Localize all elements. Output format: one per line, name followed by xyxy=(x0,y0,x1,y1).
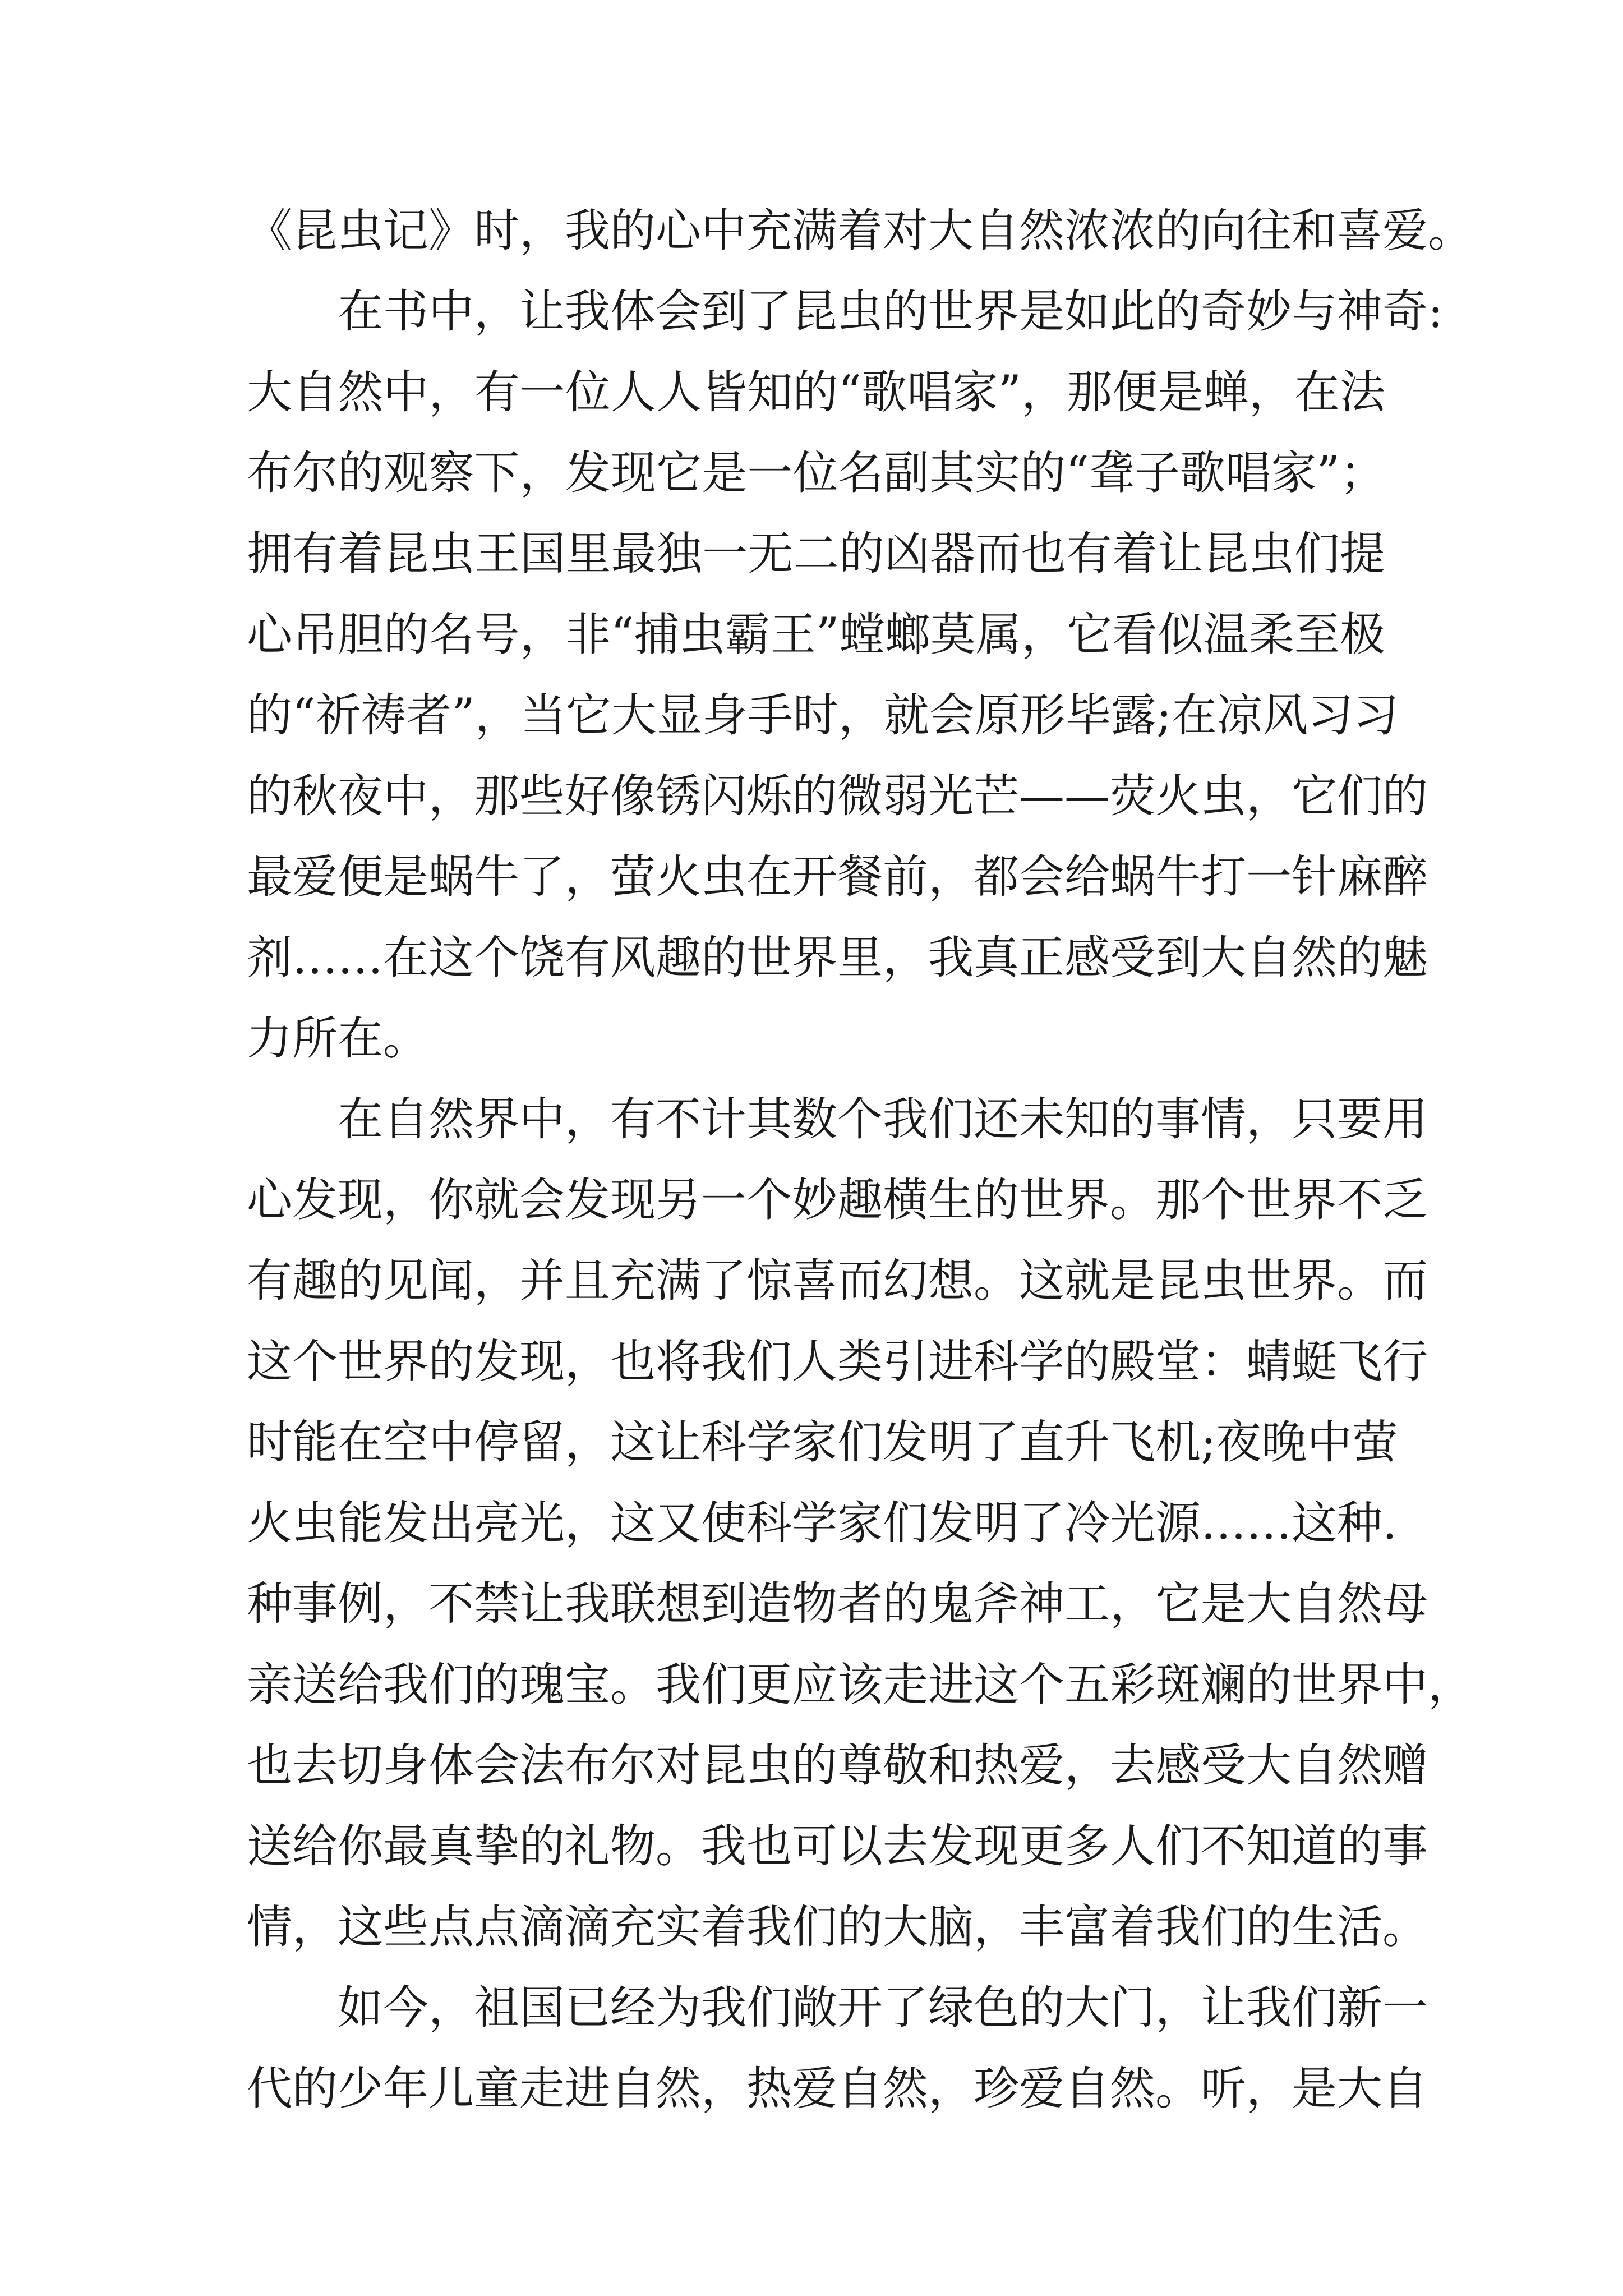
text-line: 力所在。 xyxy=(247,1013,429,1065)
text-line: 亲送给我们的瑰宝。我们更应该走进这个五彩斑斓的世界中， xyxy=(247,1659,1474,1711)
text-line: 送给你最真挚的礼物。我也可以去发现更多人们不知道的事 xyxy=(247,1820,1428,1873)
text-line: 火虫能发出亮光，这又使科学家们发明了冷光源……这种. xyxy=(247,1497,1397,1550)
text-line: 最爱便是蜗牛了，萤火虫在开餐前，都会给蜗牛打一针麻醉 xyxy=(247,851,1428,904)
text-line: 心吊胆的名号，非“捕虫霸王”螳螂莫属，它看似温柔至极 xyxy=(247,609,1385,661)
text-line: 剂……在这个饶有风趣的世界里，我真正感受到大自然的魅 xyxy=(247,932,1428,984)
text-line: 代的少年儿童走进自然，热爱自然，珍爱自然。听，是大自 xyxy=(247,2063,1428,2115)
text-line: 时能在空中停留，这让科学家们发明了直升飞机;夜晚中萤 xyxy=(247,1416,1398,1469)
paragraph xyxy=(247,1079,1474,1968)
text-line: 在书中，让我体会到了昆虫的世界是如此的奇妙与神奇: xyxy=(338,286,1444,338)
paragraph xyxy=(247,191,1474,272)
text-line: 《昆虫记》时，我的心中充满着对大自然浓浓的向往和喜爱。 xyxy=(247,205,1474,257)
paragraph xyxy=(247,272,1444,1079)
text-line: 布尔的观察下，发现它是一位名副其实的“聋子歌唱家”； xyxy=(247,447,1385,500)
text-line: 的秋夜中，那些好像锈闪烁的微弱光芒——荧火虫，它们的 xyxy=(247,770,1428,823)
text-line: 有趣的见闻，并且充满了惊喜而幻想。这就是昆虫世界。而 xyxy=(247,1255,1428,1308)
text-line: 种事例，不禁让我联想到造物者的鬼斧神工，它是大自然母 xyxy=(247,1578,1428,1631)
text-line: 拥有着昆虫王国里最独一无二的凶器而也有着让昆虫们提 xyxy=(247,528,1385,581)
text-line: 心发现，你就会发现另一个妙趣横生的世界。那个世界不乏 xyxy=(247,1174,1428,1227)
text-line: 这个世界的发现，也将我们人类引进科学的殿堂：蜻蜓飞行 xyxy=(247,1336,1428,1388)
text-line: 情，这些点点滴滴充实着我们的大脑，丰富着我们的生活。 xyxy=(247,1901,1428,1954)
paragraph xyxy=(247,1968,1428,2129)
text-line: 在自然界中，有不计其数个我们还未知的事情，只要用 xyxy=(338,1093,1428,1146)
text-line: 也去切身体会法布尔对昆虫的尊敬和热爱，去感受大自然赠 xyxy=(247,1740,1428,1792)
text-line: 大自然中，有一位人人皆知的“歌唱家”，那便是蝉，在法 xyxy=(247,366,1385,419)
text-line: 的“祈祷者”，当它大显身手时，就会原形毕露;在凉风习习 xyxy=(247,689,1399,742)
text-line: 如今，祖国已经为我们敞开了绿色的大门，让我们新一 xyxy=(338,1982,1428,2035)
document-body xyxy=(247,191,1474,2129)
